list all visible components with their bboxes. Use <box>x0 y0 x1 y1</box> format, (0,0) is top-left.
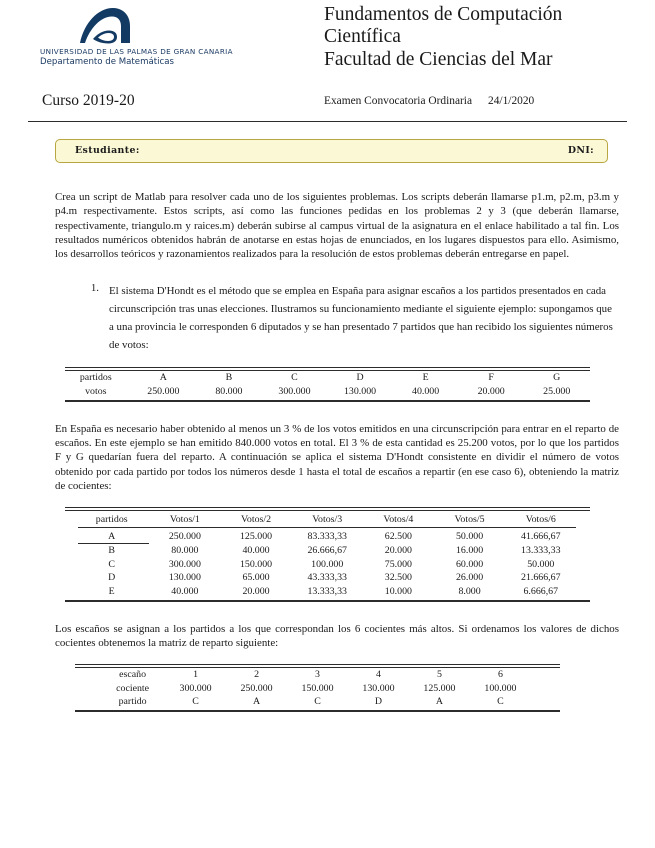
cell: 60.000 <box>455 558 484 570</box>
cell: 21.666,67 <box>521 572 561 584</box>
row-label: escaño <box>119 669 147 681</box>
cell: 20.000 <box>384 545 412 557</box>
table-row <box>78 571 576 584</box>
cell: 130.000 <box>362 682 395 694</box>
cell: 65.000 <box>242 572 270 584</box>
problem-list <box>55 281 619 353</box>
cell: 100.000 <box>311 558 344 570</box>
cell: C <box>314 695 321 707</box>
cell: 10.000 <box>384 585 412 597</box>
row-label: C <box>108 558 115 570</box>
academic-year: Curso 2019-20 <box>42 92 135 109</box>
cell: 32.500 <box>384 572 412 584</box>
cell: E <box>422 372 429 384</box>
table-rule-top-thick <box>65 507 590 508</box>
dni-label: DNI: <box>567 145 594 156</box>
cell: C <box>497 695 504 707</box>
cell: 16.000 <box>455 545 484 557</box>
cell: A <box>159 372 167 384</box>
cell: 130.000 <box>343 385 377 397</box>
column-header: Votos/4 <box>383 514 414 526</box>
cell: 26.666,67 <box>307 545 347 557</box>
student-name-label: Estudiante: <box>75 145 140 156</box>
exam-title-block <box>324 4 644 71</box>
table-votes <box>65 367 590 401</box>
seats-paragraph: Los escaños se asignan a los partidos a los que correspondan los 6 cocientes más altos. Si ordenamos los valores de dichos cocientes obtenemos la matriz de reparto siguiente: <box>55 622 619 649</box>
cell: 300.000 <box>168 558 201 570</box>
cell: 3 <box>315 669 320 681</box>
student-info-box[interactable] <box>55 139 608 163</box>
cell: 8.000 <box>458 585 481 597</box>
cell: A <box>252 695 261 707</box>
cell: 1 <box>193 669 199 681</box>
university-name: UNIVERSIDAD DE LAS PALMAS DE GRAN CANARIA <box>40 47 233 56</box>
header-divider <box>28 121 627 122</box>
column-header: Votos/1 <box>169 514 200 526</box>
cell: 50.000 <box>527 558 555 570</box>
cell: 150.000 <box>239 558 273 570</box>
table-row <box>104 695 531 708</box>
row-label: E <box>108 585 115 597</box>
cell: 6.666,67 <box>523 585 559 597</box>
cell: 41.666,67 <box>505 528 576 544</box>
course-title-line1: Fundamentos de Computación <box>324 4 563 25</box>
faculty-title: Facultad de Ciencias del Mar <box>324 49 553 70</box>
cell: 100.000 <box>484 682 517 694</box>
department-name: Departamento de Matemáticas <box>40 57 174 67</box>
cell: 20.000 <box>477 385 505 397</box>
cell: 150.000 <box>301 682 334 694</box>
cell: 40.000 <box>242 545 270 557</box>
cell: 75.000 <box>384 558 412 570</box>
cell: 80.000 <box>215 385 243 397</box>
cell: 6 <box>497 669 503 681</box>
table-row <box>65 385 590 398</box>
row-label: partidos <box>79 372 112 384</box>
exam-call-info <box>324 95 534 107</box>
table-row <box>78 558 576 571</box>
problem-text: El sistema D'Hondt es el método que se emplea en España para asignar escaños a los partidos presentados en cada circunscripción tras unas elecciones. Ilustramos su funcionamiento mediante el siguiente ejemplo: supongamos que a una provincia le corresponden 6 diputados y se han presentado 7 partidos que han recibido los siguientes números de votos: <box>109 285 613 352</box>
problem-number: 1. <box>90 282 99 295</box>
table-row <box>104 681 531 694</box>
exam-date: 24/1/2020 <box>488 95 535 107</box>
row-label: A <box>78 528 149 544</box>
table-allocation-grid <box>104 668 531 708</box>
cell: D <box>374 695 383 707</box>
row-label: cociente <box>116 682 150 694</box>
header-bottom-row <box>28 92 627 112</box>
table-row <box>78 544 576 558</box>
table-votes-grid <box>65 371 590 398</box>
cell: 300.000 <box>278 385 311 397</box>
table-row <box>78 528 576 544</box>
cell: 13.333,33 <box>307 585 347 597</box>
cell: 25.000 <box>543 385 571 397</box>
column-header: Votos/2 <box>241 514 272 526</box>
table-quotients <box>65 507 590 601</box>
document-body <box>55 190 619 712</box>
column-header: Votos/5 <box>454 514 485 526</box>
cell: 300.000 <box>179 682 212 694</box>
column-header: partidos <box>95 514 128 526</box>
table-row <box>104 668 531 681</box>
cell: C <box>192 695 199 707</box>
table-quotients-grid <box>78 511 576 598</box>
cell: 80.000 <box>171 545 199 557</box>
row-label: D <box>108 572 116 584</box>
problem-item-1 <box>77 281 619 353</box>
cell: 250.000 <box>147 385 180 397</box>
exam-call-label: Examen Convocatoria Ordinaria <box>324 95 473 107</box>
threshold-paragraph: En España es necesario haber obtenido al menos un 3 % de los votos emitidos en una circunscripción para entrar en el reparto de escaños. En este ejemplo se han emitido 840.000 votos en total. El 3 % de esta cantidad es 25.200 votos, por lo que los partidos F y G quedarían fuera del reparto. A continuación se aplica el sistema D'Hondt consistente en dividir el número de votos obtenido por cada partido por todos los números desde 1 hasta el total de escaños a repartir (en ese caso 6), obteniendo la matriz de cocientes: <box>55 422 619 493</box>
table-rule-top-thick <box>65 367 590 368</box>
table-row <box>78 584 576 597</box>
table-rule-top-thick <box>75 664 560 665</box>
intro-paragraph: Crea un script de Matlab para resolver cada uno de los siguientes problemas. Los scripts deberán llamarse p1.m, p2.m, p3.m y p4.m respectivamente. Estos scripts, así como las funciones pedidas en los problemas 2 y 3 (que deberán llamarse, respectivamente, triangulo.m y raices.m) deberán subirse al campus virtual de la asignatura en el enlace habilitado a tal fin. Los resultados numéricos obtenidos habrán de anotarse en estas hojas de enunciados, en los lugares dispuestos para ello. Asimismo, los desarrollos teóricos y razonamientos realizados para la resolución de estos problemas deberán entregarse en papel. <box>55 191 619 261</box>
cell: 20.000 <box>242 585 270 597</box>
cell: 13.333,33 <box>521 545 561 557</box>
cell: 250.000 <box>149 528 220 544</box>
cell: 130.000 <box>168 572 201 584</box>
cell: 250.000 <box>240 682 273 694</box>
cell: 4 <box>376 669 381 681</box>
cell: 40.000 <box>171 585 199 597</box>
cell: G <box>553 372 561 384</box>
university-branding <box>40 6 305 67</box>
cell: 50.000 <box>434 528 505 544</box>
row-label: B <box>108 545 115 557</box>
table-row <box>65 371 590 384</box>
cell: 83.333,33 <box>292 528 363 544</box>
table-rule-bottom-thick <box>75 711 560 712</box>
cell: D <box>356 372 364 384</box>
column-header: Votos/6 <box>525 514 556 526</box>
page-header <box>28 0 627 118</box>
row-label: votos <box>85 385 107 397</box>
course-title-line2: Científica <box>324 25 401 47</box>
table-allocation <box>75 664 560 712</box>
cell: 40.000 <box>412 385 440 397</box>
cell: 125.000 <box>220 528 291 544</box>
cell: C <box>291 372 298 384</box>
cell: F <box>488 372 494 384</box>
cell: 125.000 <box>423 682 456 694</box>
cell: 62.500 <box>363 528 434 544</box>
cell: 43.333,33 <box>307 572 347 584</box>
cell: A <box>435 695 443 707</box>
cell: B <box>225 372 233 384</box>
cell: 26.000 <box>455 572 484 584</box>
table-header-row <box>78 511 576 528</box>
cell: 5 <box>436 669 442 681</box>
university-logo-icon <box>78 6 132 46</box>
row-label: partido <box>118 695 147 707</box>
column-header: Votos/3 <box>312 514 343 526</box>
cell: 2 <box>254 669 259 681</box>
